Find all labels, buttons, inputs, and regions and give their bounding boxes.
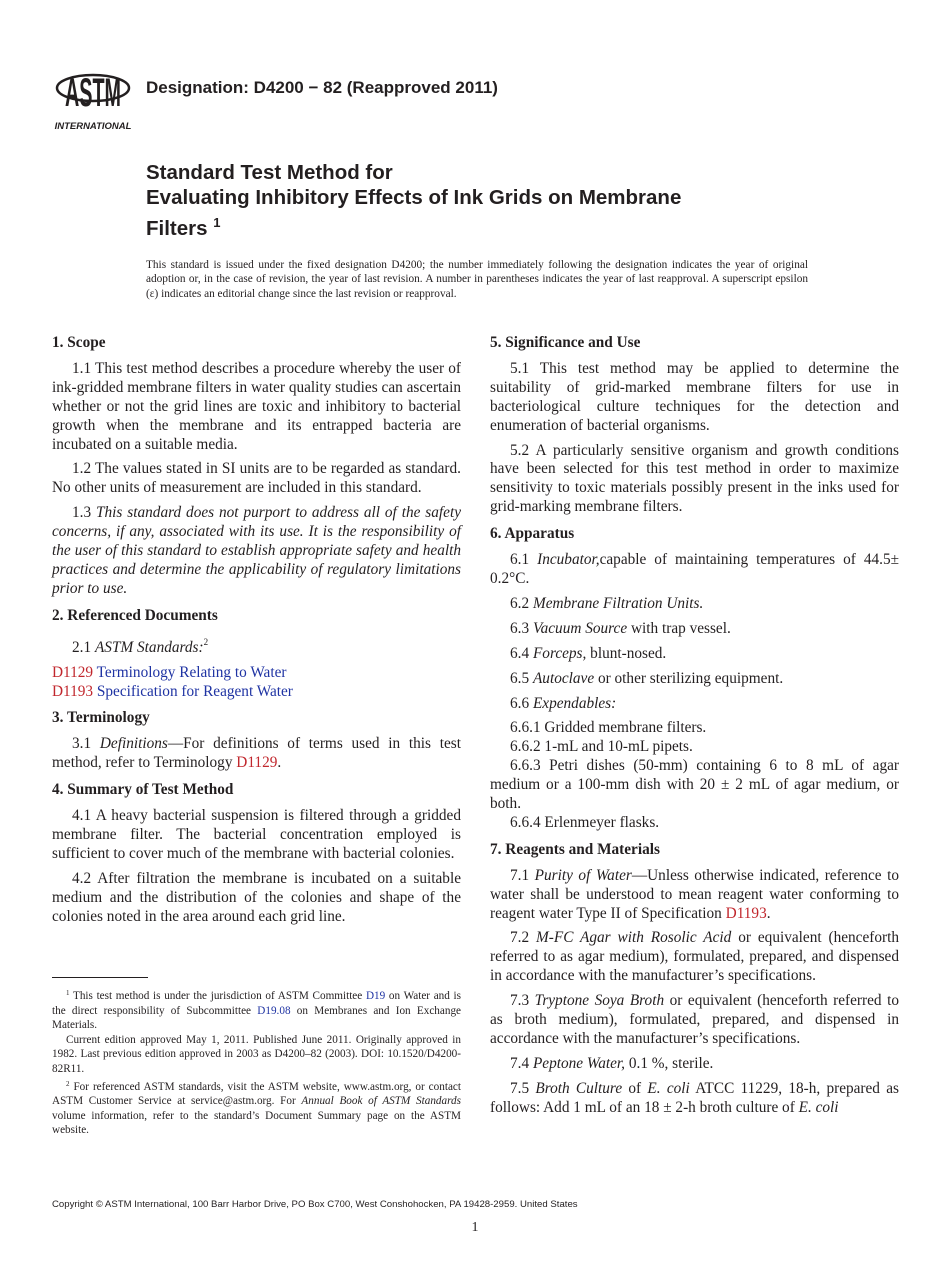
paragraph	[52, 460, 461, 498]
text-run: This standard does not purport to address all of the safety concerns, if any, associated with its use. It is the responsibility of the user of this standard to establish appropriate safety and health practices and determine the applicability of regulatory limitations prior to use.	[52, 504, 461, 597]
text-run: 1.2 The values stated in SI units are to be regarded as standard. No other units of measurement are included in this standard.	[52, 460, 461, 497]
footnotes	[52, 986, 461, 1138]
text-run: 6.3	[510, 619, 533, 637]
title-line: Standard Test Method for	[146, 161, 393, 184]
text-run: M-FC Agar with Rosolic Acid	[536, 929, 732, 947]
designation: Designation: D4200 − 82 (Reapproved 2011)	[146, 78, 498, 97]
text-run: Purity of Water	[534, 866, 632, 884]
text-run: 6.6	[510, 694, 533, 712]
text-run: 3. Terminology	[52, 709, 150, 727]
paragraph	[52, 735, 461, 773]
paragraph	[490, 695, 899, 714]
text-run: 6.2	[510, 594, 533, 612]
text-run: on Water and is the direct responsibility of Subcommittee	[52, 990, 462, 1017]
text-run: 7.2	[510, 929, 537, 947]
title-line: Filters	[146, 216, 208, 240]
section-heading	[52, 607, 461, 626]
text-run: volume information, refer to the standard’s Document Summary page on the ASTM website.	[52, 1109, 461, 1137]
text-run: Definitions	[99, 735, 168, 753]
reference-item	[52, 683, 461, 702]
paragraph	[490, 442, 899, 518]
copyright: Copyright © ASTM International, 100 Barr Harbor Drive, PO Box C700, West Conshohocken, PA 19428-2959. United States	[52, 1199, 578, 1210]
text-run: Tryptone Soya Broth	[534, 992, 665, 1010]
text-run: 1. Scope	[52, 334, 106, 351]
reference-link[interactable]: Terminology Relating to Water	[93, 663, 287, 681]
text-run: 6.6.3 Petri dishes (50-mm) containing 6 to 8 mL of agar medium or a 100-mm dish with 20 ± 2 mL of agar medium, or both.	[490, 757, 899, 813]
paragraph	[490, 670, 899, 689]
text-run: 4. Summary of Test Method	[52, 781, 234, 799]
svg-text:INTERNATIONAL: INTERNATIONAL	[54, 121, 132, 132]
text-run: 6.1	[510, 551, 538, 569]
paragraph	[52, 360, 461, 455]
text-run: 2.1	[72, 638, 95, 656]
paragraph	[490, 1055, 899, 1074]
paragraph	[490, 1080, 899, 1118]
footnote	[52, 1033, 461, 1077]
text-run: 7.5	[510, 1079, 536, 1097]
text-run: 3.1	[72, 735, 100, 753]
right-column	[490, 332, 899, 1124]
text-run: with trap vessel.	[627, 619, 731, 637]
text-run: 4.2 After filtration the membrane is incubated on a suitable medium and the distribution of the colonies and shape of the colonies noted in the area around each grid line.	[52, 869, 461, 925]
text-run: 0.1 %, sterile.	[625, 1054, 714, 1072]
paragraph	[52, 633, 461, 658]
title-line: Evaluating Inhibitory Effects of Ink Grids on Membrane	[146, 186, 682, 209]
reference-link[interactable]: D1129	[52, 663, 94, 681]
text-run: Autoclave	[532, 669, 595, 687]
text-run: 1.3	[72, 504, 97, 522]
text-run: 6.5	[510, 669, 533, 687]
text-run: blunt-nosed.	[586, 644, 667, 662]
text-run: E. coli	[647, 1079, 690, 1097]
text-run: ATCC 11229, 18-h, prepared as follows: Add 1 mL of an 18 ± 2-h broth culture of	[490, 1079, 899, 1116]
issuance-note: This standard is issued under the fixed designation D4200; the number immediately following the designation indicates the year of original adoption or, in the case of revision, the year of last revision. A number in parentheses indicates the year of last reapproval. A superscript epsilon (ε) indicates an editorial change since the last revision or reapproval.	[146, 259, 808, 300]
paragraph	[490, 757, 899, 814]
text-run: 4.1 A heavy bacterial suspension is filtered through a gridded membrane filter. The bacterial concentration employed is sufficient to cover much of the membrane with bacterial colonies.	[52, 807, 461, 862]
paragraph	[490, 738, 899, 757]
paragraph	[490, 360, 899, 436]
paragraph	[490, 620, 899, 639]
footnote-ref[interactable]: 2	[66, 1079, 70, 1088]
section-heading	[490, 334, 899, 353]
text-run: or other sterilizing equipment.	[594, 669, 784, 687]
text-run: 5.2 A particularly sensitive organism and growth conditions have been selected for this test method in order to maximize sensitivity to toxic materials possibly present in the inks used for grid-marking membrane filters.	[490, 441, 899, 516]
text-run: Vacuum Source	[532, 619, 628, 637]
text-run: or equivalent (henceforth referred to as agar medium), formulated, prepared, and dispensed in accordance with the manufacturer’s specifications.	[490, 929, 899, 985]
text-run: Broth Culture	[535, 1079, 623, 1097]
text-run: 6.4	[510, 644, 533, 662]
footnote-divider	[52, 977, 148, 978]
text-run: 6.6.2 1-mL and 10-mL pipets.	[510, 738, 693, 756]
paragraph	[490, 867, 899, 924]
paragraph	[52, 870, 461, 927]
left-column	[52, 332, 461, 932]
section-heading	[52, 334, 461, 353]
text-run: This test method is under the jurisdiction of ASTM Committee	[69, 990, 366, 1002]
paragraph	[490, 645, 899, 664]
text-run: of	[622, 1079, 648, 1097]
reference-item	[52, 664, 461, 683]
svg-text:ASTM: ASTM	[65, 71, 121, 115]
paragraph	[490, 551, 899, 589]
text-run: 7.4	[510, 1054, 533, 1072]
page-number: 1	[471, 1220, 479, 1235]
paragraph	[490, 595, 899, 614]
text-run: 7.1	[510, 866, 535, 884]
text-run: .	[766, 904, 771, 922]
reference-link[interactable]: D1129	[236, 754, 278, 772]
text-run: Incubator,	[537, 551, 600, 569]
reference-link[interactable]: D19.08	[257, 1004, 291, 1017]
text-run: Membrane Filtration Units.	[532, 594, 704, 612]
footnote	[52, 1077, 461, 1138]
section-heading	[52, 709, 461, 728]
paragraph	[490, 929, 899, 986]
text-run: Peptone Water,	[532, 1054, 626, 1072]
section-heading	[490, 525, 899, 544]
text-run: E. coli	[798, 1098, 839, 1116]
text-run: For referenced ASTM standards, visit the ASTM website, www.astm.org, or contact ASTM Customer Service at service@astm.org. For	[52, 1080, 461, 1108]
document-title	[146, 160, 681, 241]
text-run: Current edition approved May 1, 2011. Published June 2011. Originally approved in 1982. Last previous edition approved in 2003 as D4200–82 (2003). DOI: 10.1520/D4200-82R11.	[52, 1033, 461, 1075]
astm-logo	[52, 58, 134, 132]
reference-link[interactable]: D1193	[52, 682, 94, 700]
text-run: 6.6.4 Erlenmeyer flasks.	[510, 813, 660, 831]
text-run: Expendables:	[532, 694, 617, 712]
footnote-mark[interactable]: 1	[213, 215, 221, 230]
text-run: 7. Reagents and Materials	[490, 840, 660, 858]
reference-link[interactable]: D19	[365, 990, 386, 1002]
paragraph	[52, 504, 461, 599]
paragraph	[52, 807, 461, 864]
text-run: 5.1 This test method may be applied to determine the suitability of grid-marked membrane filters for use in bacteriological culture techniques for the detection and enumeration of bacterial organisms.	[490, 359, 899, 434]
text-run: —For definitions of terms used in this test method, refer to Terminology	[52, 735, 461, 772]
footnote-ref[interactable]: 2	[203, 636, 209, 647]
reference-link[interactable]: D1193	[725, 904, 767, 922]
text-run: on Membranes and Ion Exchange Materials.	[52, 1004, 462, 1032]
paragraph	[490, 814, 899, 833]
text-run: —Unless otherwise indicated, reference to water shall be understood to mean reagent water conforming to reagent water Type II of Specification	[490, 866, 899, 922]
text-run: 6. Apparatus	[490, 525, 575, 543]
reference-link[interactable]: Specification for Reagent Water	[93, 682, 293, 700]
text-run: capable of maintaining temperatures of 44.5± 0.2°C.	[490, 551, 899, 587]
footnote	[52, 986, 461, 1033]
text-run: 1.1 This test method describes a procedure whereby the user of ink-gridded membrane filters in water quality studies can ascertain whether or not the grid lines are toxic and inhibitory to bacterial growth when the membrane and its entrapped bacteria are incubated on a suitable media.	[52, 359, 461, 453]
text-run: ASTM Standards:	[94, 638, 204, 656]
footnote-ref[interactable]: 1	[66, 989, 70, 997]
text-run: 7.3	[510, 992, 535, 1010]
text-run: Forceps,	[532, 644, 587, 662]
text-run: 5. Significance and Use	[490, 334, 641, 351]
text-run: or equivalent (henceforth referred to as broth medium), formulated, prepared, and dispensed in accordance with the manufacturer’s specifications.	[490, 992, 899, 1047]
text-run: Annual Book of ASTM Standards	[301, 1095, 461, 1108]
paragraph	[490, 719, 899, 738]
section-heading	[52, 781, 461, 800]
paragraph	[490, 992, 899, 1049]
text-run: 2. Referenced Documents	[52, 606, 218, 624]
text-run: 6.6.1 Gridded membrane filters.	[510, 719, 707, 737]
text-run: .	[277, 754, 282, 772]
section-heading	[490, 841, 899, 860]
